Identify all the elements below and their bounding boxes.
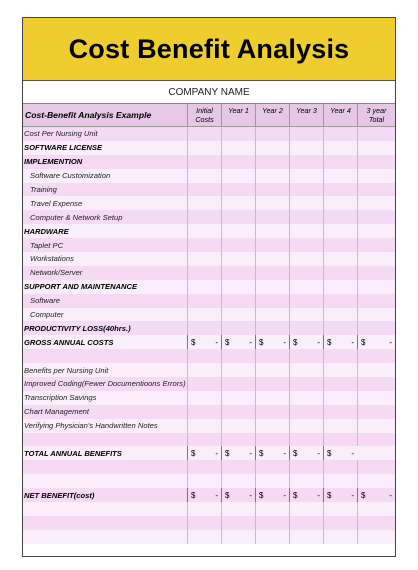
column-separator [289, 280, 290, 294]
column-separator [255, 419, 256, 433]
table-row [23, 335, 395, 349]
currency-cells [187, 488, 395, 502]
column-separator [187, 419, 188, 433]
table-row [23, 280, 395, 294]
column-separator [255, 183, 256, 197]
column-separator [221, 377, 222, 391]
column-separator [357, 502, 358, 516]
column-separator [255, 127, 256, 141]
table-row [23, 502, 395, 516]
table-row [23, 127, 395, 141]
currency-cell [289, 488, 323, 502]
column-separator [323, 308, 324, 322]
currency-dash: - [249, 337, 252, 347]
row-label: HARDWARE [24, 226, 69, 236]
currency-symbol: $ [259, 337, 264, 347]
column-separator [255, 266, 256, 280]
currency-cell [357, 335, 395, 349]
currency-dash: - [283, 448, 286, 458]
col-header-year-2: Year 2 [255, 104, 289, 126]
column-separator [357, 308, 358, 322]
column-separator [357, 433, 358, 447]
currency-dash: - [317, 337, 320, 347]
column-separator [187, 433, 188, 447]
currency-symbol: $ [293, 448, 298, 458]
column-separator [357, 474, 358, 488]
column-separator [289, 433, 290, 447]
column-separator [289, 141, 290, 155]
column-separator [357, 266, 358, 280]
col-header-3-year-total: 3 year Total [357, 104, 395, 126]
column-separator [357, 377, 358, 391]
column-separator [187, 294, 188, 308]
table-row [23, 474, 395, 488]
column-separator [255, 155, 256, 169]
column-separator [221, 196, 222, 210]
currency-dash: - [215, 337, 218, 347]
currency-dash: - [215, 448, 218, 458]
column-separator [221, 363, 222, 377]
currency-cell [255, 335, 289, 349]
table-row [23, 294, 395, 308]
column-separator [255, 530, 256, 544]
column-separator [357, 141, 358, 155]
column-separator [289, 377, 290, 391]
table-row [23, 488, 395, 502]
row-label: NET BENEFIT(cost) [24, 490, 95, 500]
column-separator [289, 266, 290, 280]
currency-dash: - [215, 490, 218, 500]
column-separator [357, 224, 358, 238]
column-separator [187, 321, 188, 335]
table-row [23, 266, 395, 280]
column-separator [221, 460, 222, 474]
column-separator [323, 141, 324, 155]
column-separator [323, 391, 324, 405]
column-separator [289, 405, 290, 419]
currency-symbol: $ [225, 490, 230, 500]
column-separator [289, 169, 290, 183]
column-separator [289, 321, 290, 335]
table-row [23, 460, 395, 474]
row-label: Computer & Network Setup [30, 212, 123, 222]
column-separator [289, 210, 290, 224]
column-separator [289, 155, 290, 169]
row-label: Software Customization [30, 171, 111, 181]
currency-dash: - [351, 448, 354, 458]
column-separator [221, 349, 222, 363]
column-separator [289, 224, 290, 238]
column-separator [289, 530, 290, 544]
column-separator [187, 377, 188, 391]
column-separator [255, 363, 256, 377]
currency-symbol: $ [327, 448, 332, 458]
column-separator [255, 280, 256, 294]
column-separator [357, 419, 358, 433]
row-label: PRODUCTIVITY LOSS(40hrs.) [24, 323, 131, 333]
column-separator [255, 377, 256, 391]
column-separator [221, 266, 222, 280]
row-label: IMPLEMENTION [24, 157, 83, 167]
table-row [23, 419, 395, 433]
column-separator [289, 196, 290, 210]
column-separator [323, 502, 324, 516]
row-label: SOFTWARE LICENSE [24, 143, 103, 153]
col-header-initial-costs: Initial Costs [187, 104, 221, 126]
currency-symbol: $ [361, 337, 366, 347]
currency-symbol: $ [293, 490, 298, 500]
column-separator [221, 280, 222, 294]
column-separator [289, 308, 290, 322]
column-separator [323, 238, 324, 252]
currency-cell [187, 488, 221, 502]
column-separator [357, 294, 358, 308]
column-separator [357, 280, 358, 294]
column-separator [323, 433, 324, 447]
table-row [23, 530, 395, 544]
column-separator [255, 474, 256, 488]
column-separator [221, 141, 222, 155]
column-separator [323, 474, 324, 488]
table-row [23, 238, 395, 252]
currency-cell [323, 446, 357, 460]
currency-dash: - [389, 337, 392, 347]
currency-cell [221, 446, 255, 460]
column-separator [221, 127, 222, 141]
column-separator [255, 252, 256, 266]
column-separator [323, 183, 324, 197]
column-separator [221, 308, 222, 322]
column-separator [255, 308, 256, 322]
currency-cell [357, 488, 395, 502]
column-separator [323, 280, 324, 294]
row-label: TOTAL ANNUAL BENEFITS [24, 448, 122, 458]
column-separator [357, 196, 358, 210]
currency-cell [323, 335, 357, 349]
table-row [23, 308, 395, 322]
row-label: Workstations [30, 254, 74, 264]
column-separator [187, 196, 188, 210]
column-separator [357, 169, 358, 183]
currency-symbol: $ [259, 448, 264, 458]
column-separator [221, 502, 222, 516]
column-separator [187, 127, 188, 141]
column-separator [289, 349, 290, 363]
column-separator [357, 155, 358, 169]
currency-cell [289, 446, 323, 460]
table-row [23, 446, 395, 460]
currency-dash: - [389, 490, 392, 500]
column-separator [255, 405, 256, 419]
table-row [23, 377, 395, 391]
table-header-row [23, 104, 395, 127]
currency-cell [187, 446, 221, 460]
row-label: SUPPORT AND MAINTENANCE [24, 282, 138, 292]
column-separator [323, 155, 324, 169]
column-separator [255, 391, 256, 405]
column-separator [323, 196, 324, 210]
currency-dash: - [317, 490, 320, 500]
row-label: Verifying Physician's Handwritten Notes [24, 421, 158, 431]
currency-symbol: $ [327, 490, 332, 500]
currency-cell [255, 446, 289, 460]
column-separator [323, 405, 324, 419]
column-separator [357, 210, 358, 224]
column-separator [255, 321, 256, 335]
column-separator [255, 294, 256, 308]
table-row [23, 252, 395, 266]
column-separator [187, 266, 188, 280]
table-header-label: Cost-Benefit Analysis Example [25, 110, 152, 120]
row-label: GROSS ANNUAL COSTS [24, 337, 114, 347]
table-row [23, 141, 395, 155]
column-separator [221, 183, 222, 197]
row-label: Benefits per Nursing Unit [24, 365, 109, 375]
column-separator [289, 252, 290, 266]
row-label: Network/Server [30, 268, 83, 278]
table-row [23, 516, 395, 530]
column-separator [289, 363, 290, 377]
currency-dash: - [249, 448, 252, 458]
table-row [23, 183, 395, 197]
spreadsheet-page [22, 17, 396, 557]
currency-symbol: $ [361, 490, 366, 500]
row-label: Travel Expense [30, 198, 83, 208]
table-row [23, 349, 395, 363]
column-separator [255, 460, 256, 474]
row-label: Transcription Savings [24, 393, 97, 403]
column-separator [323, 294, 324, 308]
column-separator [323, 266, 324, 280]
title-banner [23, 18, 395, 81]
column-separator [221, 210, 222, 224]
column-separator [323, 127, 324, 141]
table-row [23, 196, 395, 210]
column-separator [289, 183, 290, 197]
column-separator [187, 141, 188, 155]
currency-symbol: $ [327, 337, 332, 347]
column-separator [221, 155, 222, 169]
currency-cell [221, 488, 255, 502]
table-row [23, 321, 395, 335]
column-separator [357, 405, 358, 419]
col-header-year-3: Year 3 [289, 104, 323, 126]
column-separator [323, 377, 324, 391]
currency-cell [255, 488, 289, 502]
currency-dash: - [351, 337, 354, 347]
column-separator [323, 252, 324, 266]
column-separator [255, 502, 256, 516]
column-separator [187, 405, 188, 419]
currency-cell [289, 335, 323, 349]
column-separator [187, 224, 188, 238]
col-header-year-4: Year 4 [323, 104, 357, 126]
column-separator [289, 516, 290, 530]
column-separator [187, 516, 188, 530]
column-separator [221, 516, 222, 530]
column-separator [187, 530, 188, 544]
table-row [23, 224, 395, 238]
column-separator [289, 502, 290, 516]
column-separator [323, 349, 324, 363]
currency-cell [221, 335, 255, 349]
currency-cells [187, 446, 357, 460]
table-row [23, 391, 395, 405]
page-title: Cost Benefit Analysis [68, 33, 350, 64]
column-separator [221, 224, 222, 238]
column-separator [221, 391, 222, 405]
currency-symbol: $ [191, 448, 196, 458]
column-separator [221, 321, 222, 335]
table-row [23, 210, 395, 224]
column-separator [323, 530, 324, 544]
column-separator [289, 127, 290, 141]
column-separator [187, 183, 188, 197]
column-separator [357, 238, 358, 252]
column-separator [357, 460, 358, 474]
column-separator [221, 474, 222, 488]
column-separator [187, 210, 188, 224]
column-separator [357, 530, 358, 544]
column-separator [255, 238, 256, 252]
column-separator [357, 183, 358, 197]
table-row [23, 155, 395, 169]
currency-cells [187, 335, 395, 349]
currency-cell [323, 488, 357, 502]
column-separator [187, 502, 188, 516]
column-separator [289, 460, 290, 474]
row-label: Training [30, 185, 57, 194]
column-separator [323, 224, 324, 238]
column-separator [187, 308, 188, 322]
column-separator [187, 238, 188, 252]
currency-dash: - [249, 490, 252, 500]
currency-symbol: $ [225, 337, 230, 347]
column-separator [187, 460, 188, 474]
currency-symbol: $ [259, 490, 264, 500]
column-separator [187, 391, 188, 405]
row-label: Software [30, 296, 60, 306]
currency-dash: - [317, 448, 320, 458]
row-label: Computer [30, 310, 64, 320]
currency-symbol: $ [191, 490, 196, 500]
column-separator [221, 530, 222, 544]
column-separator [289, 474, 290, 488]
column-separator [221, 238, 222, 252]
column-separator [357, 349, 358, 363]
column-separator [323, 460, 324, 474]
currency-symbol: $ [191, 337, 196, 347]
column-separator [221, 294, 222, 308]
column-separator [221, 252, 222, 266]
column-separator [289, 419, 290, 433]
column-separator [357, 127, 358, 141]
currency-dash: - [351, 490, 354, 500]
col-header-year-1: Year 1 [221, 104, 255, 126]
table-row [23, 405, 395, 419]
column-separator [323, 210, 324, 224]
column-separator [323, 516, 324, 530]
column-separator [357, 363, 358, 377]
column-separator [289, 238, 290, 252]
column-separator [357, 391, 358, 405]
column-separator [289, 294, 290, 308]
column-separator [221, 433, 222, 447]
column-separator [255, 433, 256, 447]
column-separator [255, 349, 256, 363]
company-name: COMPANY NAME [23, 81, 395, 104]
column-separator [255, 169, 256, 183]
table-body [23, 127, 395, 544]
column-separator [187, 280, 188, 294]
column-separator [357, 321, 358, 335]
row-label: Cost Per Nursing Unit [24, 129, 98, 139]
column-separator [187, 349, 188, 363]
column-separator [255, 224, 256, 238]
column-separator [255, 141, 256, 155]
column-separator [187, 252, 188, 266]
table-row [23, 169, 395, 183]
column-separator [323, 363, 324, 377]
currency-symbol: $ [293, 337, 298, 347]
column-separator [255, 196, 256, 210]
column-separator [323, 321, 324, 335]
row-label: Chart Management [24, 407, 90, 417]
column-separator [323, 169, 324, 183]
column-separator [187, 474, 188, 488]
column-separator [221, 405, 222, 419]
column-separator [255, 210, 256, 224]
column-separator [357, 252, 358, 266]
row-label: Improved Coding(Fewer Documentioons Errors) [24, 379, 186, 389]
row-label: Taplet PC [30, 240, 64, 250]
currency-dash: - [283, 490, 286, 500]
cost-benefit-table [23, 104, 395, 544]
column-separator [255, 516, 256, 530]
table-row [23, 363, 395, 377]
currency-cell [187, 335, 221, 349]
column-separator [289, 391, 290, 405]
currency-dash: - [283, 337, 286, 347]
column-separator [221, 419, 222, 433]
column-separator [323, 419, 324, 433]
column-separator [187, 155, 188, 169]
column-separator [187, 363, 188, 377]
column-separator [357, 516, 358, 530]
column-separator [221, 169, 222, 183]
currency-symbol: $ [225, 448, 230, 458]
table-row [23, 433, 395, 447]
column-separator [187, 169, 188, 183]
